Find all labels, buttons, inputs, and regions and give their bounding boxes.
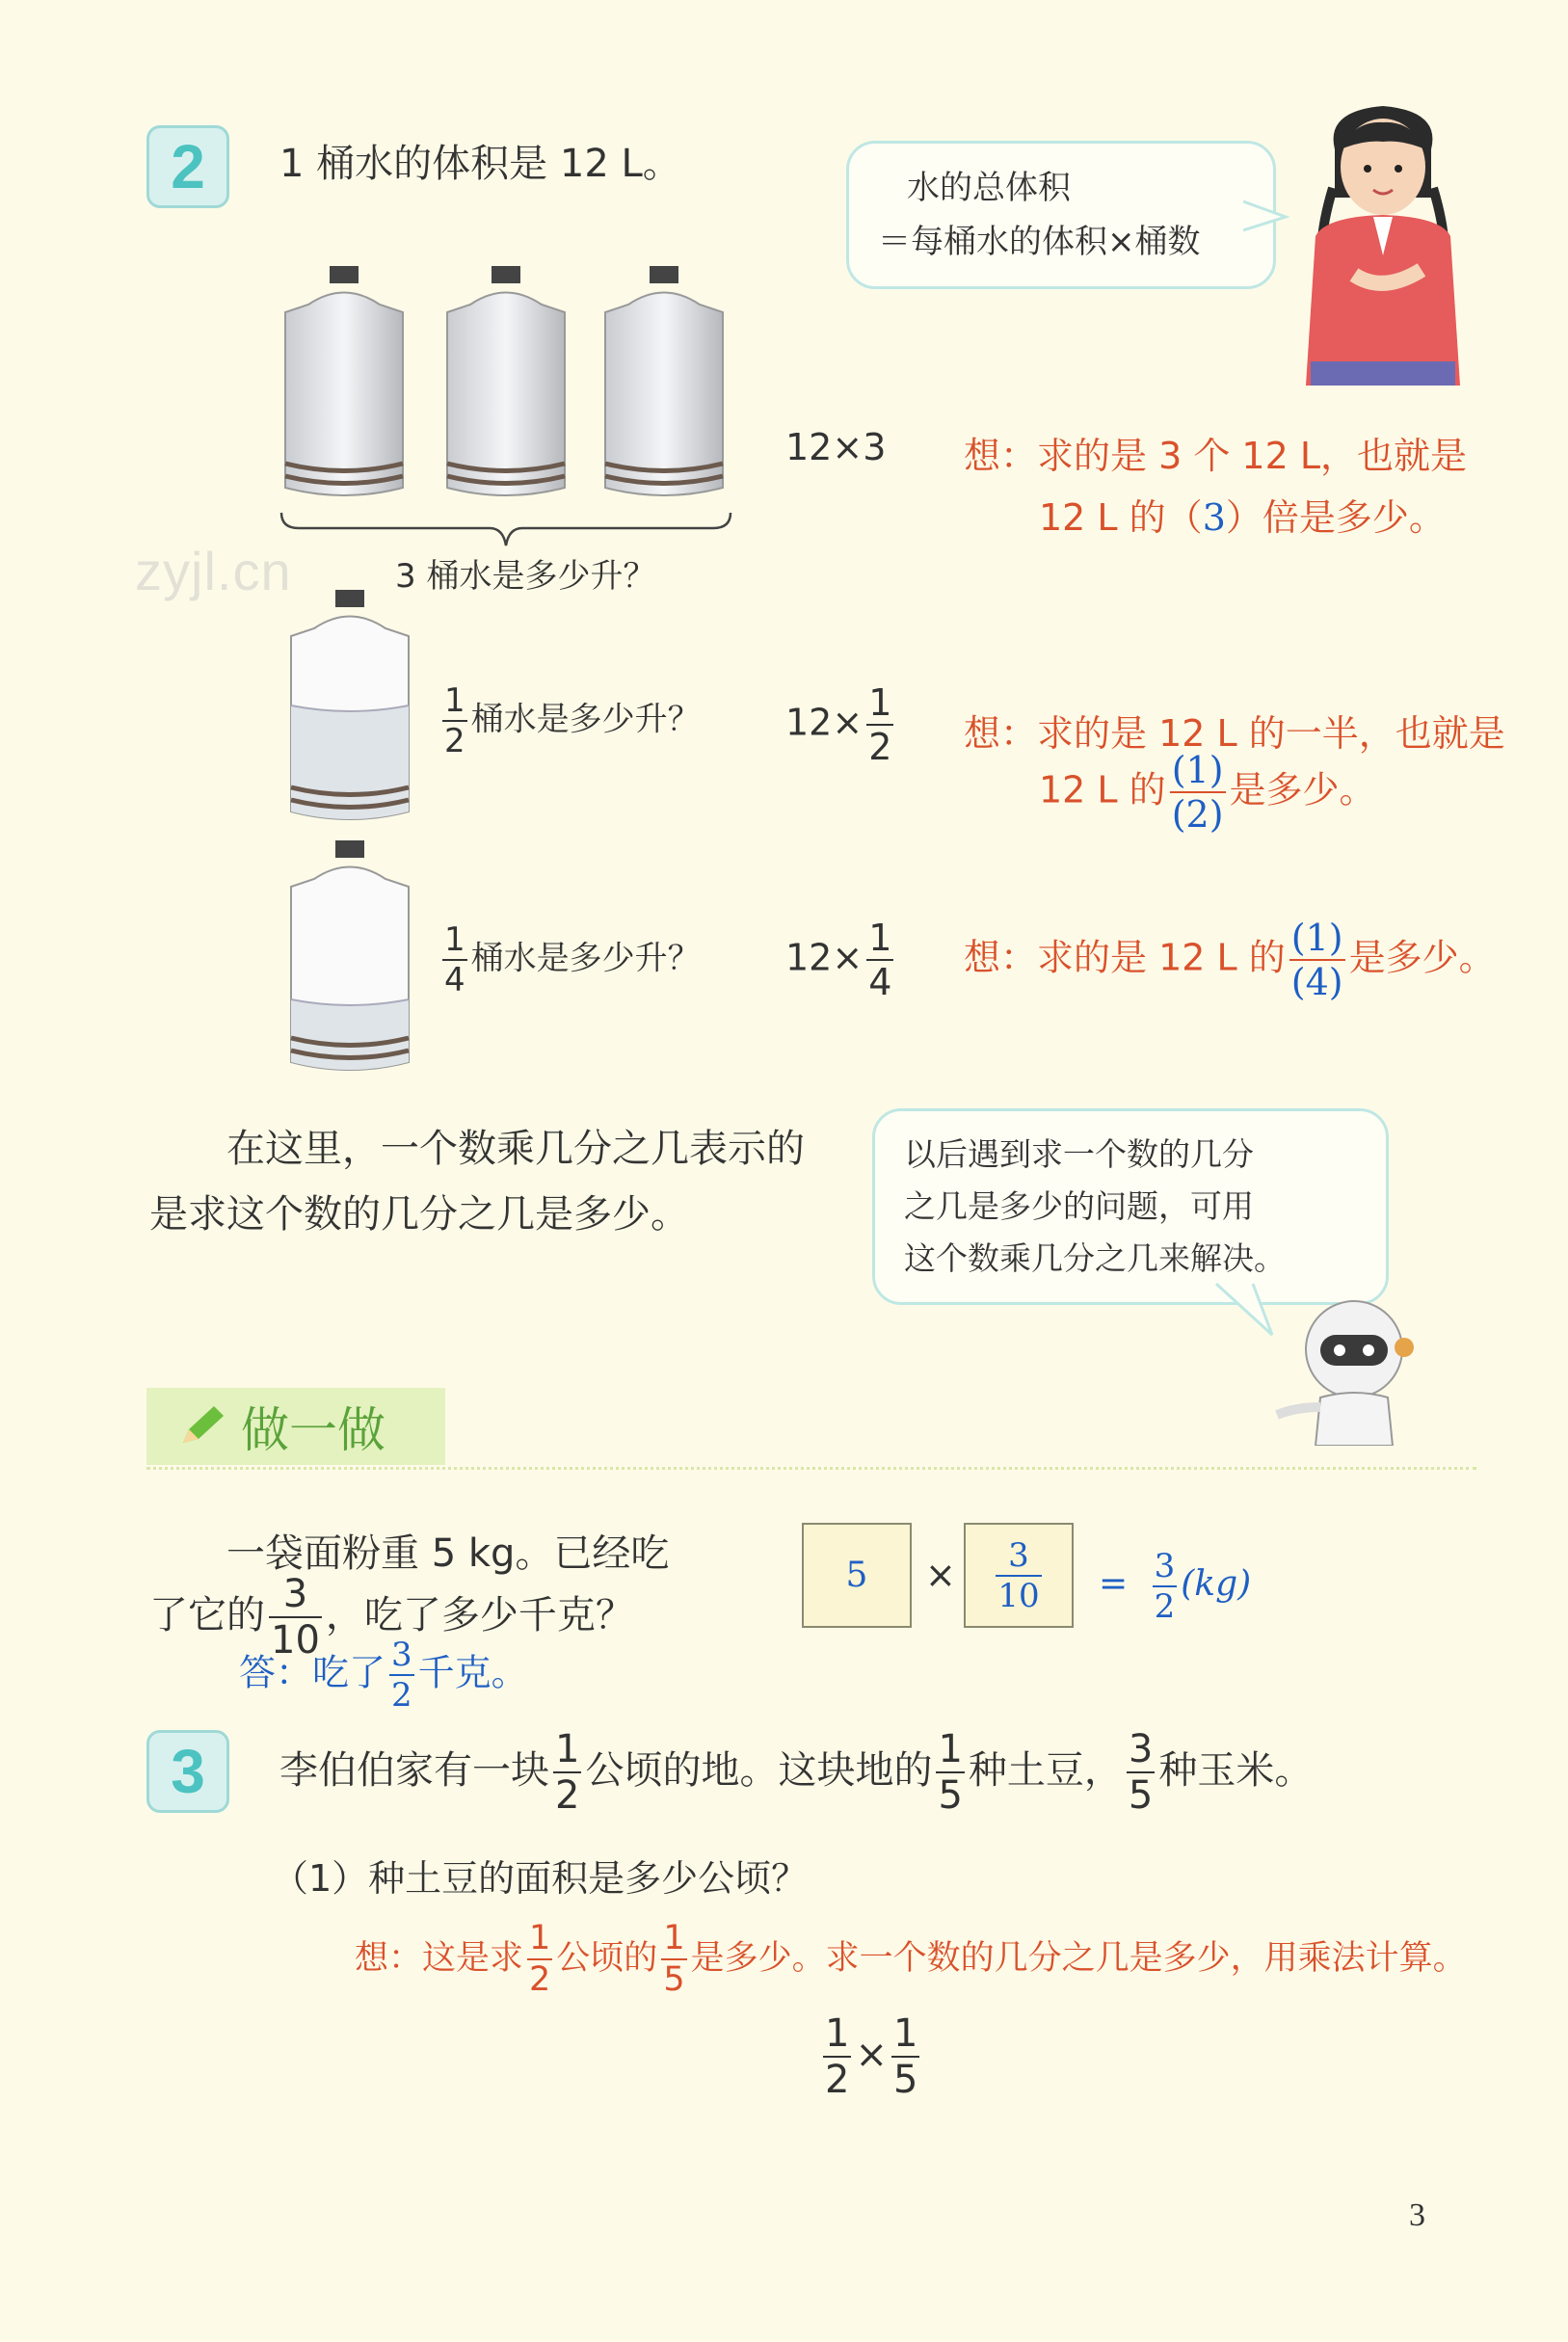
example-badge-3: 3	[146, 1730, 229, 1813]
row1-expression: 12×3	[785, 426, 887, 468]
row2-expression: 12× $\frac{1}{2}$	[785, 681, 892, 768]
row1-think-line1: 想：求的是 3 个 12 L，也就是	[964, 435, 1468, 477]
equals-result: = $\frac{3}{2}$ (kg)	[1099, 1547, 1252, 1626]
row2-answer-fraction: $\frac{(1)}{(2)}$	[1171, 749, 1224, 836]
example-3-text: 李伯伯家有一块 $\frac{1}{2}$ 公顷的地。这块地的 $\frac{1}{5}$ 种土豆， $\frac{3}{5}$ 种玉米。	[279, 1727, 1314, 1818]
watermark: zyjl.cn	[135, 541, 292, 601]
three-full-water-jars	[279, 266, 732, 497]
pencil-icon	[175, 1402, 233, 1450]
row3-question-fraction: $\frac{1}{4}$	[444, 920, 465, 999]
practice-title: 做一做	[241, 1402, 385, 1458]
summary-line2: 是求这个数的几分之几是多少。	[149, 1192, 689, 1237]
answer-box-fraction: $\frac{3}{10}$	[964, 1523, 1074, 1628]
girl-speech-bubble	[846, 141, 1276, 289]
robot-bubble-line2: 之几是多少的问题，可用	[904, 1187, 1254, 1225]
girl-bubble-tail	[1243, 198, 1291, 236]
practice-divider	[146, 1467, 1476, 1470]
row2-think-line2: 12 L 的 $\frac{(1)}{(2)}$ 是多少。	[1039, 749, 1376, 836]
row3-think-line: 想：求的是 12 L 的 $\frac{(1)}{(4)}$ 是多少。	[964, 917, 1496, 1003]
robot-speech-bubble	[872, 1108, 1389, 1305]
times-sign: ×	[925, 1554, 956, 1596]
girl-bubble-line1: 水的总体积	[907, 169, 1071, 207]
half-full-water-jar	[285, 590, 420, 821]
curly-brace	[279, 511, 732, 549]
practice-question-fraction: $\frac{3}{10}$	[271, 1572, 320, 1663]
row3-question: $\frac{1}{4}$ 桶水是多少升？	[444, 920, 701, 999]
row2-question-fraction: $\frac{1}{2}$	[444, 681, 465, 760]
example-3-think: 想：这是求 $\frac{1}{2}$ 公顷的 $\frac{1}{5}$ 是多少。求一个数的几分之几是多少，用乘法计算。	[355, 1919, 1467, 1999]
example-2-heading: 1 桶水的体积是 12 L。	[279, 142, 681, 186]
row2-question: $\frac{1}{2}$ 桶水是多少升？	[444, 681, 701, 760]
answer-box-5: 5	[802, 1523, 912, 1628]
full-jar-2	[447, 266, 565, 495]
practice-header	[146, 1388, 445, 1465]
summary-line1: 在这里，一个数乘几分之几表示的	[226, 1127, 805, 1171]
robot-bubble-line3: 这个数乘几分之几来解决。	[904, 1239, 1286, 1277]
row3-answer-fraction: $\frac{(1)}{(4)}$	[1290, 917, 1343, 1003]
brace-label: 3 桶水是多少升？	[395, 557, 656, 596]
full-jar-1	[285, 266, 403, 495]
practice-question-line2: 了它的 $\frac{3}{10}$ ，吃了多少千克？	[149, 1572, 634, 1663]
page-number: 3	[1409, 2197, 1425, 2233]
girl-illustration	[1296, 92, 1470, 386]
practice-answer: 答：吃了 $\frac{3}{2}$ 千克。	[239, 1636, 528, 1715]
girl-bubble-line2: ＝每桶水的体积×桶数	[878, 223, 1201, 261]
row1-think-line2: 12 L 的（3）倍是多少。	[1039, 496, 1446, 539]
example-3-subquestion-1: （1）种土豆的面积是多少公顷？	[272, 1857, 809, 1900]
row2-think-line1: 想：求的是 12 L 的一半，也就是	[964, 712, 1505, 755]
quarter-full-water-jar	[285, 840, 420, 1072]
robot-illustration	[1267, 1291, 1422, 1446]
full-jar-3	[605, 266, 723, 495]
example-3-expression: $\frac{1}{2}$ × $\frac{1}{5}$	[825, 2011, 918, 2102]
practice-question-line1: 一袋面粉重 5 kg。已经吃	[226, 1531, 670, 1576]
row3-expression: 12× $\frac{1}{4}$	[785, 917, 892, 1003]
robot-bubble-line1: 以后遇到求一个数的几分	[904, 1135, 1254, 1173]
example-badge-2: 2	[146, 125, 229, 208]
row1-answer: 3	[1202, 496, 1226, 539]
